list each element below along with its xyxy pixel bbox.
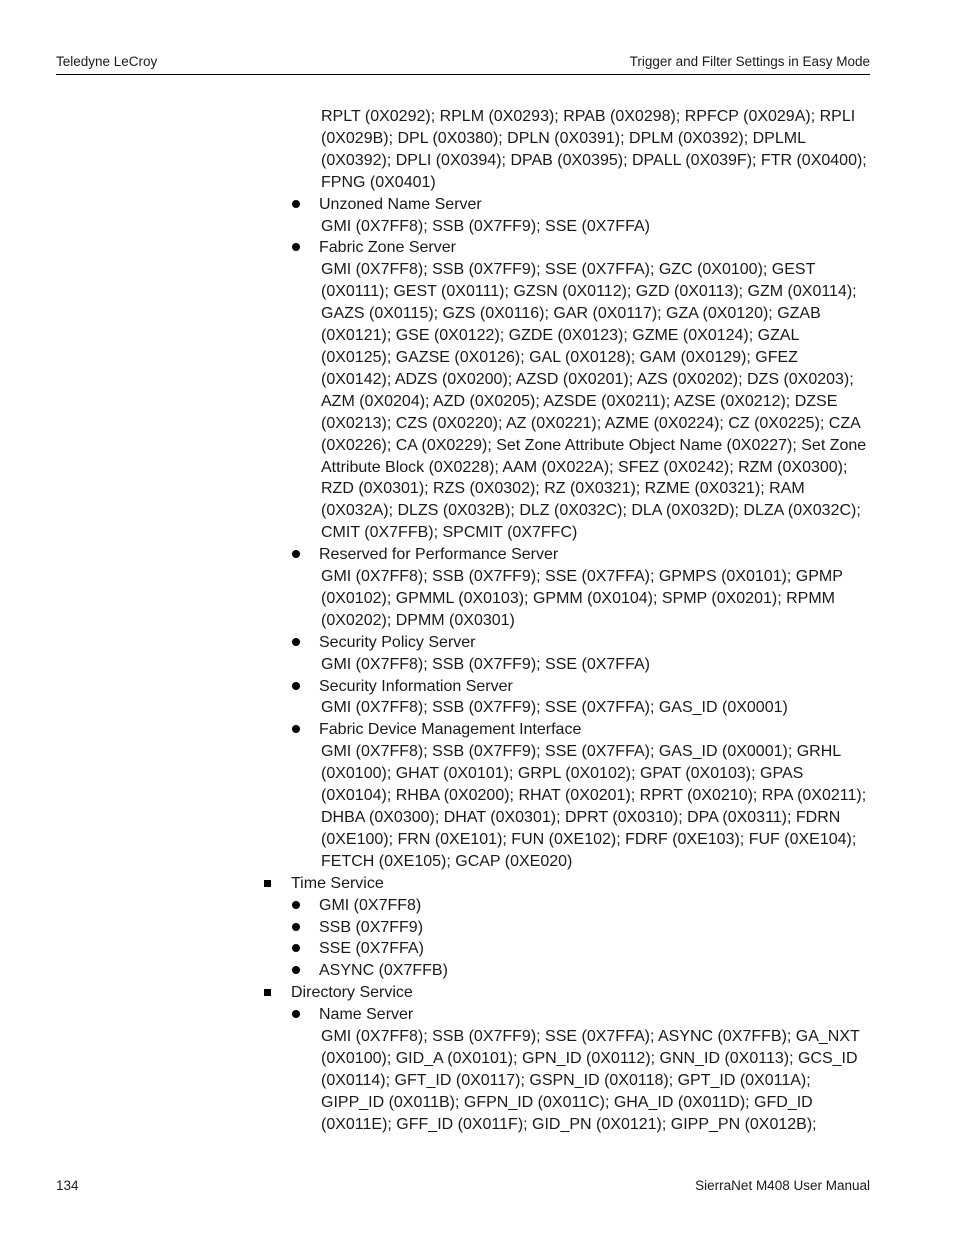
server-label: Fabric Device Management Interface [319,721,582,739]
command-label: ASYNC (0X7FFB) [319,962,448,980]
list-item-security-policy-server [319,632,869,676]
list-item-time-async [319,960,869,982]
list-item-unzoned-name-server [319,194,869,238]
server-commands: GMI (0X7FF8); SSB (0X7FF9); SSE (0X7FFA); ASYNC (0X7FFB); GA_NXT (0X0100); GID_A (0X0101); GPN_ID (0X0112); GNN_ID (0X0113); GCS_ID (0X0114); GFT_ID (0X0117); GSPN_ID (0X0118); GPT_ID (0X011A); GIPP_ID (0X011B); GFPN_ID (0X011C); GHA_ID (0X011D); GFD_ID (0X011E); GFF_ID (0X011F); GID_PN (0X0121); GIPP_PN (0X012B); [321,1028,860,1133]
service-label: Directory Service [291,984,413,1002]
list-item-time-sse [319,938,869,960]
server-commands: GMI (0X7FF8); SSB (0X7FF9); SSE (0X7FFA); GAS_ID (0X0001) [321,699,788,717]
bullet-dot-icon [292,923,300,931]
continuation-text: RPLT (0X0292); RPLM (0X0293); RPAB (0X0298); RPFCP (0X029A); RPLI (0X029B); DPL (0X0380); DPLN (0X0391); DPLM (0X0392); DPLML (0X0392); DPLI (0X0394); DPAB (0X0395); DPALL (0X039F); FTR (0X0400); FPNG (0X0401) [321,108,867,191]
bullet-dot-icon [292,966,300,974]
server-commands: GMI (0X7FF8); SSB (0X7FF9); SSE (0X7FFA) [321,217,650,235]
page-content [0,106,954,1136]
bullet-square-icon [264,880,271,887]
command-label: SSB (0X7FF9) [319,918,424,936]
server-label: Unzoned Name Server [319,195,482,213]
bullet-dot-icon [292,725,300,733]
bullet-dot-icon [292,944,300,952]
command-label: GMI (0X7FF8) [319,896,422,914]
list-item-performance-server [319,544,869,632]
list-item-time-service [291,873,954,895]
server-commands: GMI (0X7FF8); SSB (0X7FF9); SSE (0X7FFA); GZC (0X0100); GEST (0X0111); GEST (0X0111); GZSN (0X0112); GZD (0X0113); GZM (0X0114); GAZS (0X0115); GZS (0X0116); GAR (0X0117); GZA (0X0120); GZAB (0X0121); GSE (0X0122); GZDE (0X0123); GZME (0X0124); GZAL (0X0125); GAZSE (0X0126); GAL (0X0128); GAM (0X0129); GFEZ (0X0142); ADZS (0X0200); AZSD (0X0201); AZS (0X0202); DZS (0X0203); AZM (0X0204); AZD (0X0205); AZSDE (0X0211); AZSE (0X0212); DZSE (0X0213); CZS (0X0220); AZ (0X0221); AZME (0X0224); CZ (0X0225); CZA (0X0226); CA (0X0229); Set Zone Attribute Object Name (0X0227); Set Zone Attribute Block (0X0228); AAM (0X022A); SFEZ (0X0242); RZM (0X0300); RZD (0X0301); RZS (0X0302); RZ (0X0321); RZME (0X0321); RAM (0X032A); DLZS (0X032B); DLZ (0X032C); DLA (0X032D); DLZA (0X032C); CMIT (0X7FFB); SPCMIT (0X7FFC) [321,261,867,542]
bullet-dot-icon [292,550,300,558]
list-item-time-gmi [319,895,869,917]
bullet-dot-icon [292,638,300,646]
server-label: Fabric Zone Server [319,239,456,257]
list-item-name-server [319,1004,869,1135]
page-number: 134 [56,1178,79,1193]
list-item-directory-service [291,982,954,1004]
server-commands: GMI (0X7FF8); SSB (0X7FF9); SSE (0X7FFA); GAS_ID (0X0001); GRHL (0X0100); GHAT (0X0101); GRPL (0X0102); GPAT (0X0103); GPAS (0X0104); RHBA (0X0200); RHAT (0X0201); RPRT (0X0210); RPA (0X0211); DHBA (0X0300); DHAT (0X0301); DPRT (0X0310); DPA (0X0311); FDRN (0XE100); FRN (0XE101); FUN (0XE102); FDRF (0XE103); FUF (0XE104); FETCH (0XE105); GCAP (0XE020) [321,743,867,870]
server-label: Security Policy Server [319,633,476,651]
service-label: Time Service [291,874,384,892]
bullet-dot-icon [292,682,300,690]
list-item-security-information-server [319,676,869,720]
server-commands: GMI (0X7FF8); SSB (0X7FF9); SSE (0X7FFA); GPMPS (0X0101); GPMP (0X0102); GPMML (0X0103); GPMM (0X0104); SPMP (0X0201); RPMM (0X0202); DPMM (0X0301) [321,568,843,629]
command-label: SSE (0X7FFA) [319,940,424,958]
server-label: Name Server [319,1006,414,1024]
page-header [56,52,870,75]
header-section-title: Trigger and Filter Settings in Easy Mode [629,54,870,69]
bullet-square-icon [264,989,271,996]
server-commands: GMI (0X7FF8); SSB (0X7FF9); SSE (0X7FFA) [321,655,650,673]
list-item-fabric-zone-server [319,237,869,544]
manual-title: SierraNet M408 User Manual [695,1178,870,1193]
header-company: Teledyne LeCroy [56,54,158,69]
bullet-dot-icon [292,200,300,208]
bullet-dot-icon [292,901,300,909]
list-item-fdmi [319,719,869,872]
server-label: Reserved for Performance Server [319,546,559,564]
server-label: Security Information Server [319,677,513,695]
bullet-dot-icon [292,243,300,251]
bullet-dot-icon [292,1010,300,1018]
list-item-time-ssb [319,917,869,939]
